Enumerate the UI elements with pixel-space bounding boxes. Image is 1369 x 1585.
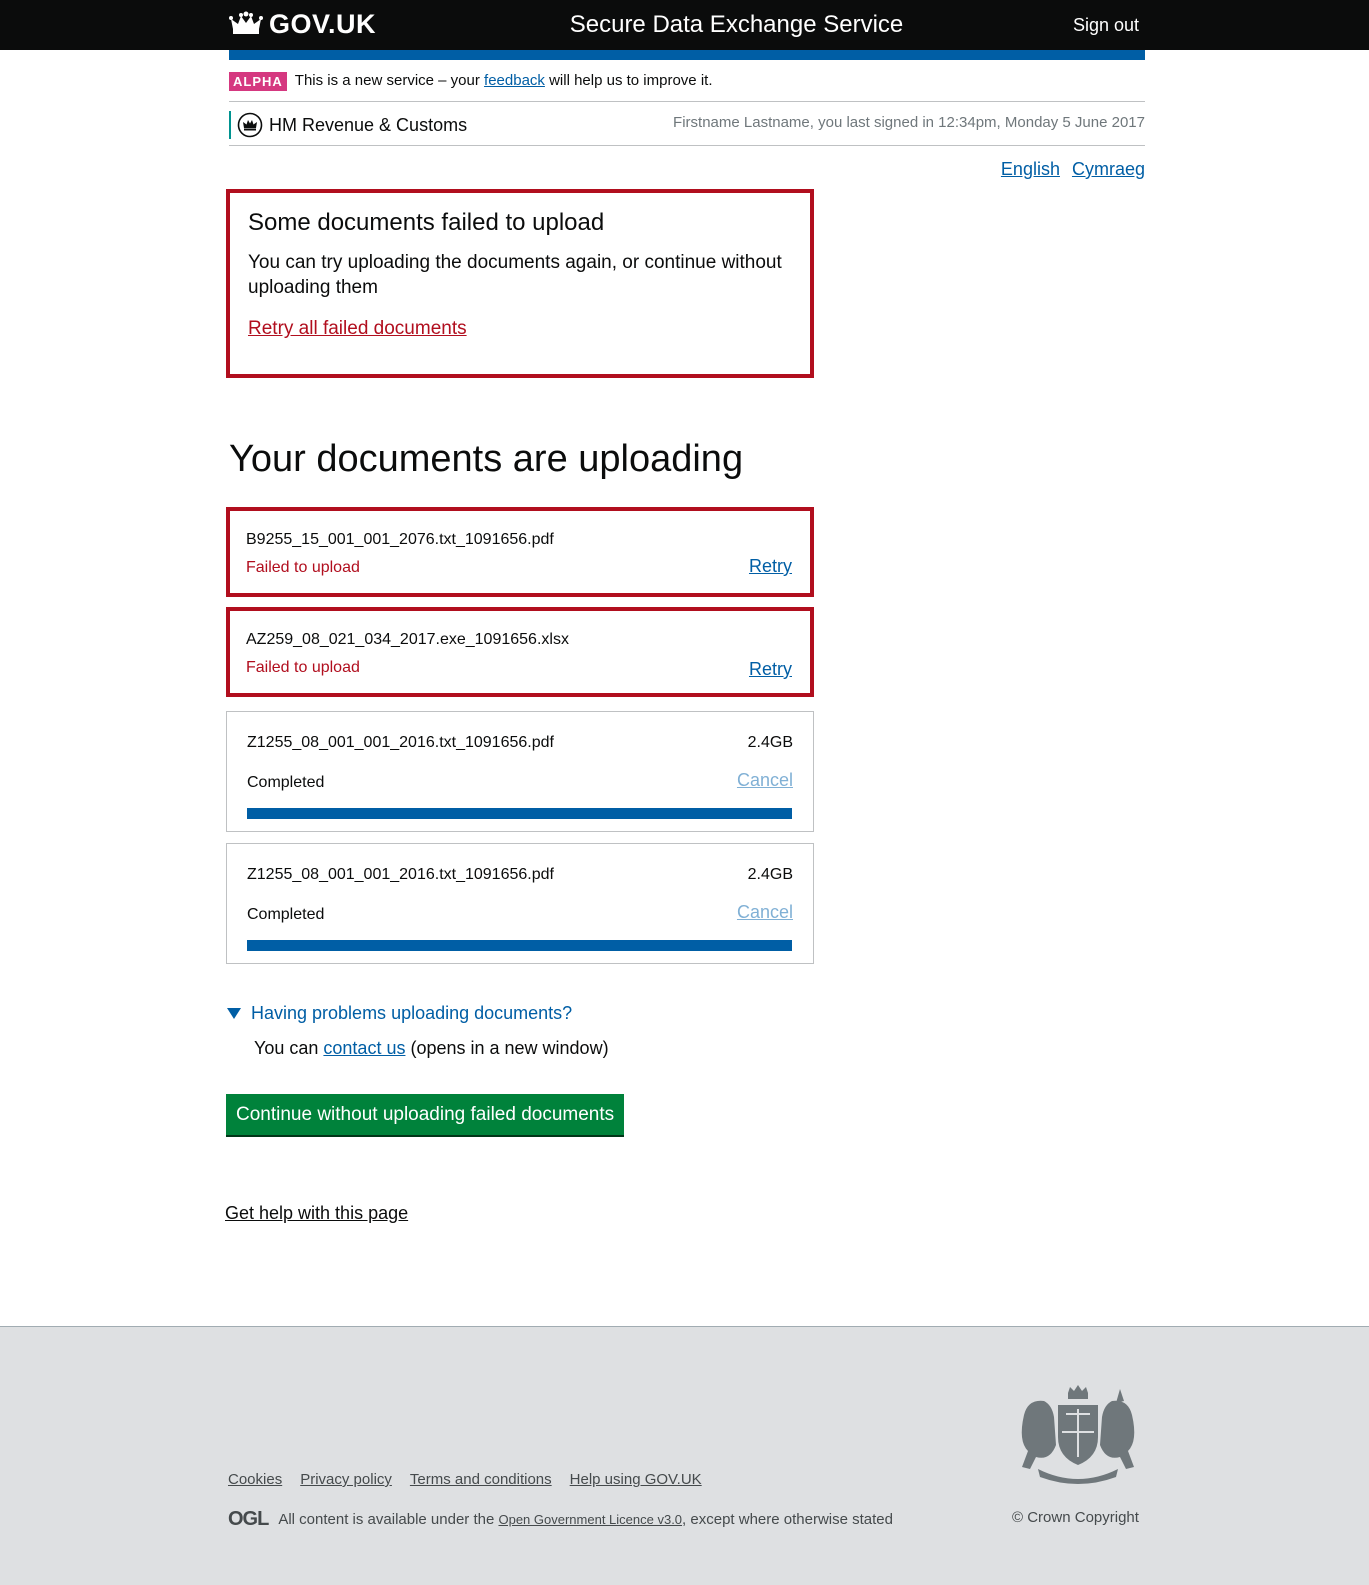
- phase-text: [295, 72, 713, 89]
- file-item-completed: [226, 843, 814, 964]
- file-status: Failed to upload: [246, 659, 360, 676]
- file-item-completed: [226, 711, 814, 832]
- sign-out-link[interactable]: Sign out: [1072, 15, 1139, 35]
- progress-bar-fill: [247, 808, 792, 819]
- details-body: [254, 1038, 609, 1059]
- language-toggle: [1001, 159, 1145, 180]
- triangle-down-icon: [227, 1008, 241, 1019]
- phase-banner: [229, 68, 1145, 102]
- contact-us-link[interactable]: contact us: [323, 1038, 406, 1058]
- global-header: [0, 0, 1369, 50]
- progress-bar: [247, 808, 792, 819]
- footer: [0, 1326, 1369, 1585]
- header-blue-band: [229, 50, 1145, 60]
- page-title: Your documents are uploading: [229, 438, 744, 480]
- details-summary-text: Having problems uploading documents?: [251, 1003, 573, 1023]
- royal-coat-of-arms-icon: [1016, 1385, 1140, 1485]
- organisation: [229, 111, 467, 139]
- licence-text-before: All content is available under the: [278, 1511, 499, 1528]
- file-status: Completed: [247, 906, 325, 923]
- retry-all-link[interactable]: Retry all failed documents: [248, 318, 467, 340]
- file-status: Completed: [247, 774, 325, 791]
- file-status: Failed to upload: [246, 559, 360, 576]
- logo-text: GOV.UK: [269, 9, 377, 39]
- footer-link-privacy[interactable]: Privacy policy: [300, 1471, 392, 1488]
- progress-bar-fill: [247, 940, 792, 951]
- licence-text: [278, 1511, 893, 1528]
- licence-link[interactable]: Open Government Licence v3.0: [498, 1512, 683, 1527]
- file-name: AZ259_08_021_034_2017.exe_1091656.xlsx: [246, 631, 569, 648]
- retry-link[interactable]: Retry: [748, 659, 792, 679]
- file-item-failed: [226, 607, 814, 697]
- get-help-link[interactable]: Get help with this page: [225, 1203, 409, 1223]
- footer-link-help[interactable]: Help using GOV.UK: [569, 1471, 702, 1488]
- error-summary: [226, 189, 814, 378]
- organisation-name: HM Revenue & Customs: [269, 114, 468, 135]
- file-name: B9255_15_001_001_2076.txt_1091656.pdf: [246, 531, 554, 548]
- details-text-after: (opens in a new window): [405, 1038, 609, 1058]
- cancel-link[interactable]: Cancel: [736, 770, 793, 790]
- alpha-tag: ALPHA: [229, 72, 287, 91]
- ogl-logo: OGL: [228, 1508, 269, 1530]
- crown-copyright: © Crown Copyright: [1012, 1509, 1139, 1526]
- file-item-failed: [226, 507, 814, 597]
- organisation-bar: [229, 102, 1145, 146]
- file-size: 2.4GB: [747, 734, 793, 751]
- continue-button[interactable]: Continue without uploading failed documents: [226, 1094, 624, 1135]
- cancel-link[interactable]: Cancel: [736, 902, 793, 922]
- licence-text-after: , except where otherwise stated: [682, 1511, 893, 1528]
- error-summary-title: Some documents failed to upload: [248, 209, 605, 236]
- details-text-before: You can: [254, 1038, 324, 1058]
- service-name[interactable]: Secure Data Exchange Service: [569, 11, 904, 38]
- last-signed-in: Firstname Lastname, you last signed in 12:34pm, Monday 5 June 2017: [673, 114, 1145, 131]
- footer-link-cookies[interactable]: Cookies: [228, 1471, 283, 1488]
- error-summary-body: You can try uploading the documents again, or continue without uploading them: [248, 252, 782, 298]
- licence: [228, 1508, 893, 1531]
- feedback-link[interactable]: feedback: [484, 72, 545, 89]
- footer-link-terms[interactable]: Terms and conditions: [409, 1471, 552, 1488]
- progress-bar: [247, 940, 792, 951]
- language-welsh-link[interactable]: Cymraeg: [1071, 159, 1145, 179]
- hmrc-crest-icon: [237, 112, 263, 138]
- help-details: [227, 1003, 609, 1058]
- footer-links: [228, 1471, 702, 1488]
- file-name: Z1255_08_001_001_2016.txt_1091656.pdf: [247, 866, 554, 883]
- file-name: Z1255_08_001_001_2016.txt_1091656.pdf: [247, 734, 554, 751]
- phase-text-before: This is a new service – your: [294, 72, 485, 89]
- file-size: 2.4GB: [747, 866, 793, 883]
- phase-text-after: will help us to improve it.: [544, 72, 713, 89]
- details-summary-toggle[interactable]: [227, 1003, 572, 1024]
- language-english-link[interactable]: English: [1000, 159, 1060, 179]
- retry-link[interactable]: Retry: [748, 556, 792, 576]
